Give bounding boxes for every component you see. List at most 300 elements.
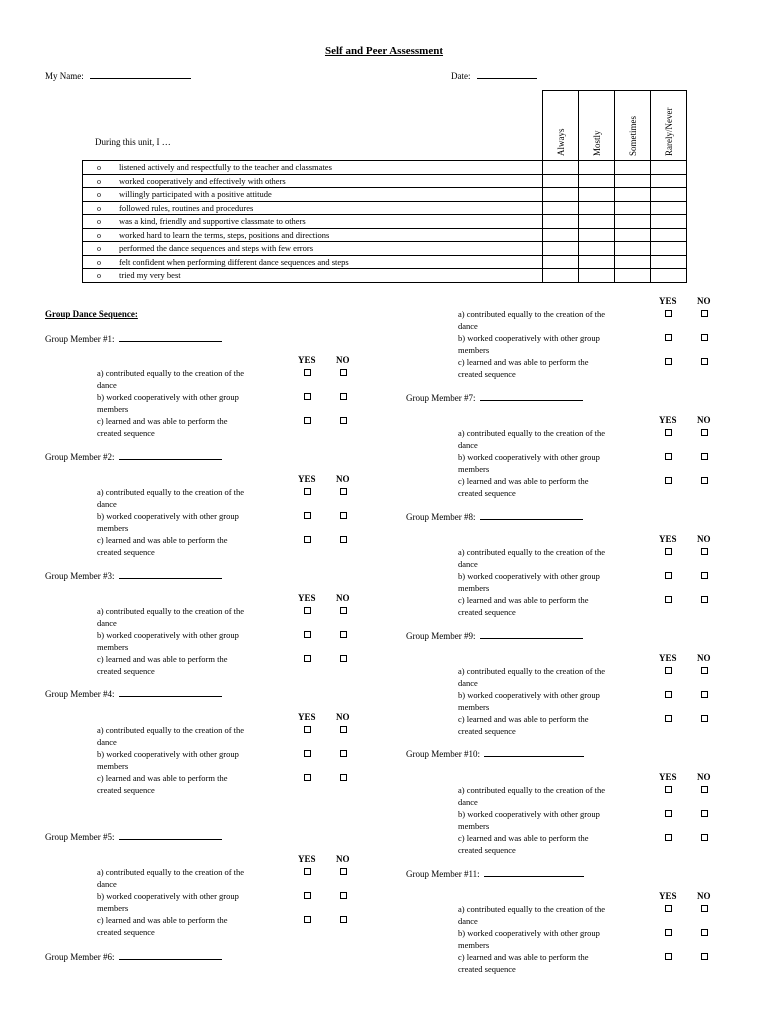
criterion-a	[458, 785, 638, 808]
rating-cell-always[interactable]	[543, 161, 579, 175]
statement-text: followed rules, routines and procedures	[119, 202, 254, 213]
statement-cell	[83, 188, 543, 202]
criterion-line: b) worked cooperatively with other group	[458, 333, 600, 343]
criterion-line: c) learned and was able to perform the	[97, 654, 228, 664]
criterion-a	[97, 368, 277, 391]
yes-checkbox[interactable]	[304, 631, 311, 638]
group-member-label: Group Member #6:	[45, 952, 115, 962]
rating-cell-sometimes[interactable]	[615, 269, 651, 283]
no-checkbox[interactable]	[340, 488, 347, 495]
group-member-label: Group Member #1:	[45, 334, 115, 344]
statement-cell	[83, 228, 543, 242]
criterion-b	[458, 809, 638, 832]
statement-text: felt confident when performing different dance sequences and steps	[119, 256, 349, 267]
criterion-line: c) learned and was able to perform the	[458, 357, 589, 367]
yes-header: YES	[659, 415, 677, 425]
statement-cell	[83, 255, 543, 269]
no-checkbox[interactable]	[701, 810, 708, 817]
group-member-label: Group Member #5:	[45, 832, 115, 842]
no-checkbox[interactable]	[340, 916, 347, 923]
criterion-line: members	[458, 582, 490, 593]
yes-header: YES	[659, 534, 677, 544]
group-member-row	[406, 511, 583, 522]
rating-cell-rarely-never[interactable]	[651, 269, 687, 283]
criterion-line: a) contributed equally to the creation of the	[458, 309, 606, 319]
criterion-b	[458, 571, 638, 594]
no-checkbox[interactable]	[701, 310, 708, 317]
rating-cell-sometimes[interactable]	[615, 161, 651, 175]
bullet-icon: o	[97, 203, 101, 213]
no-checkbox[interactable]	[701, 358, 708, 365]
criterion-line: members	[458, 939, 490, 950]
statement-text: was a kind, friendly and supportive classmate to others	[119, 216, 306, 227]
criterion-line: b) worked cooperatively with other group	[97, 891, 239, 901]
criterion-a	[458, 547, 638, 570]
no-checkbox[interactable]	[701, 715, 708, 722]
no-checkbox[interactable]	[701, 596, 708, 603]
yes-checkbox[interactable]	[304, 607, 311, 614]
yes-checkbox[interactable]	[304, 417, 311, 424]
yes-checkbox[interactable]	[304, 655, 311, 662]
yes-checkbox[interactable]	[665, 429, 672, 436]
criterion-c	[97, 915, 277, 938]
group-member-row	[406, 868, 584, 879]
group-member-name-field[interactable]	[119, 688, 222, 697]
statement-row	[83, 269, 687, 283]
no-checkbox[interactable]	[701, 691, 708, 698]
no-checkbox[interactable]	[701, 929, 708, 936]
group-member-name-field[interactable]	[119, 951, 222, 960]
yes-checkbox[interactable]	[665, 786, 672, 793]
rating-cell-rarely-never[interactable]	[651, 228, 687, 242]
group-member-row	[45, 570, 222, 581]
bullet-icon: o	[97, 163, 101, 173]
no-header: NO	[336, 712, 350, 722]
criterion-a	[97, 867, 277, 890]
yes-checkbox[interactable]	[665, 929, 672, 936]
yes-checkbox[interactable]	[304, 726, 311, 733]
no-checkbox[interactable]	[701, 429, 708, 436]
rating-cell-rarely-never[interactable]	[651, 161, 687, 175]
yes-checkbox[interactable]	[665, 834, 672, 841]
group-member-row	[45, 333, 222, 344]
rating-cell-rarely-never[interactable]	[651, 242, 687, 256]
rating-cell-mostly[interactable]	[579, 161, 615, 175]
group-member-name-field[interactable]	[480, 392, 583, 401]
name-label: My Name:	[45, 71, 84, 81]
yes-checkbox[interactable]	[665, 667, 672, 674]
criterion-line: a) contributed equally to the creation of the	[458, 547, 606, 557]
criterion-line: dance	[458, 677, 478, 688]
yes-header: YES	[298, 593, 316, 603]
statement-cell	[83, 201, 543, 215]
criterion-b	[97, 392, 277, 415]
criterion-line: a) contributed equally to the creation of the	[97, 368, 245, 378]
rating-cell-mostly[interactable]	[579, 269, 615, 283]
bullet-icon: o	[97, 271, 101, 281]
criterion-a	[458, 666, 638, 689]
criterion-line: members	[97, 902, 129, 913]
group-member-name-field[interactable]	[480, 630, 583, 639]
yes-checkbox[interactable]	[304, 512, 311, 519]
yes-header: YES	[659, 296, 677, 306]
no-checkbox[interactable]	[340, 655, 347, 662]
rating-cell-sometimes[interactable]	[615, 188, 651, 202]
criterion-line: c) learned and was able to perform the	[97, 535, 228, 545]
criterion-line: b) worked cooperatively with other group	[97, 749, 239, 759]
no-checkbox[interactable]	[340, 536, 347, 543]
yes-checkbox[interactable]	[304, 488, 311, 495]
group-member-row	[45, 688, 222, 699]
yes-checkbox[interactable]	[304, 774, 311, 781]
criterion-c	[458, 476, 638, 499]
criterion-line: created sequence	[458, 844, 516, 855]
column-mostly: Mostly	[579, 91, 615, 161]
criterion-line: c) learned and was able to perform the	[97, 915, 228, 925]
criterion-a	[97, 725, 277, 748]
criterion-b	[97, 630, 277, 653]
yes-checkbox[interactable]	[665, 358, 672, 365]
no-header: NO	[336, 854, 350, 864]
no-header: NO	[336, 474, 350, 484]
no-header: NO	[697, 296, 711, 306]
no-checkbox[interactable]	[340, 774, 347, 781]
rating-cell-always[interactable]	[543, 242, 579, 256]
criterion-line: b) worked cooperatively with other group	[97, 511, 239, 521]
yes-checkbox[interactable]	[665, 334, 672, 341]
rating-cell-rarely-never[interactable]	[651, 188, 687, 202]
group-member-row	[45, 951, 222, 962]
criterion-b	[458, 690, 638, 713]
statement-row	[83, 255, 687, 269]
criterion-line: b) worked cooperatively with other group	[97, 392, 239, 402]
yes-checkbox[interactable]	[665, 596, 672, 603]
no-checkbox[interactable]	[340, 393, 347, 400]
rating-cell-sometimes[interactable]	[615, 174, 651, 188]
criterion-a	[97, 487, 277, 510]
yes-checkbox[interactable]	[304, 868, 311, 875]
criterion-b	[97, 511, 277, 534]
no-checkbox[interactable]	[701, 667, 708, 674]
group-member-label: Group Member #11:	[406, 869, 480, 879]
criterion-line: created sequence	[458, 606, 516, 617]
group-member-name-field[interactable]	[119, 831, 222, 840]
rating-cell-rarely-never[interactable]	[651, 201, 687, 215]
criterion-line: members	[97, 641, 129, 652]
criterion-line: a) contributed equally to the creation of the	[458, 785, 606, 795]
criterion-line: dance	[458, 915, 478, 926]
table-header-row	[83, 91, 687, 161]
no-checkbox[interactable]	[701, 834, 708, 841]
column-rarely-never: Rarely/Never	[651, 91, 687, 161]
criterion-a	[458, 309, 638, 332]
criterion-b	[458, 928, 638, 951]
criterion-line: members	[97, 522, 129, 533]
criterion-line: dance	[97, 878, 117, 889]
statement-cell	[83, 161, 543, 175]
no-header: NO	[336, 355, 350, 365]
yes-checkbox[interactable]	[665, 572, 672, 579]
no-checkbox[interactable]	[340, 750, 347, 757]
criterion-line: b) worked cooperatively with other group	[458, 928, 600, 938]
rating-cell-always[interactable]	[543, 228, 579, 242]
no-checkbox[interactable]	[701, 786, 708, 793]
criterion-b	[97, 891, 277, 914]
criterion-line: created sequence	[458, 487, 516, 498]
statement-row	[83, 174, 687, 188]
yes-header: YES	[298, 712, 316, 722]
no-header: NO	[697, 653, 711, 663]
statement-cell	[83, 269, 543, 283]
page-title: Self and Peer Assessment	[324, 45, 444, 57]
statement-row	[83, 161, 687, 175]
yes-checkbox[interactable]	[665, 905, 672, 912]
no-header: NO	[336, 593, 350, 603]
criterion-line: created sequence	[97, 427, 155, 438]
rating-cell-mostly[interactable]	[579, 201, 615, 215]
statement-cell	[83, 242, 543, 256]
criterion-b	[458, 452, 638, 475]
criterion-c	[458, 595, 638, 618]
statement-text: performed the dance sequences and steps with few errors	[119, 243, 314, 254]
no-checkbox[interactable]	[701, 572, 708, 579]
no-header: NO	[697, 891, 711, 901]
criterion-line: created sequence	[458, 963, 516, 974]
criterion-b	[97, 749, 277, 772]
criterion-c	[458, 952, 638, 975]
yes-header: YES	[659, 772, 677, 782]
criterion-a	[458, 904, 638, 927]
name-field[interactable]	[90, 70, 191, 79]
rating-cell-always[interactable]	[543, 201, 579, 215]
criterion-line: a) contributed equally to the creation of the	[97, 725, 245, 735]
yes-checkbox[interactable]	[304, 369, 311, 376]
yes-checkbox[interactable]	[304, 536, 311, 543]
date-row	[451, 70, 537, 81]
criterion-line: created sequence	[97, 546, 155, 557]
group-member-name-field[interactable]	[119, 451, 222, 460]
yes-header: YES	[298, 854, 316, 864]
date-field[interactable]	[477, 70, 537, 79]
no-checkbox[interactable]	[701, 548, 708, 555]
no-checkbox[interactable]	[340, 369, 347, 376]
statement-text: tried my very best	[119, 270, 181, 281]
no-checkbox[interactable]	[701, 453, 708, 460]
no-checkbox[interactable]	[340, 417, 347, 424]
column-always: Always	[543, 91, 579, 161]
rating-cell-mostly[interactable]	[579, 255, 615, 269]
yes-checkbox[interactable]	[304, 750, 311, 757]
no-header: NO	[697, 772, 711, 782]
yes-checkbox[interactable]	[665, 310, 672, 317]
group-member-label: Group Member #9:	[406, 631, 476, 641]
no-checkbox[interactable]	[340, 892, 347, 899]
bullet-icon: o	[97, 244, 101, 254]
group-member-row	[406, 392, 583, 403]
criterion-line: dance	[458, 558, 478, 569]
criterion-line: b) worked cooperatively with other group	[458, 452, 600, 462]
name-row	[45, 70, 191, 81]
rating-cell-rarely-never[interactable]	[651, 174, 687, 188]
no-checkbox[interactable]	[340, 607, 347, 614]
no-header: NO	[697, 534, 711, 544]
statement-text: willingly participated with a positive attitude	[119, 189, 272, 200]
statement-cell	[83, 174, 543, 188]
self-assessment-table	[82, 90, 687, 283]
rating-cell-mostly[interactable]	[579, 242, 615, 256]
bullet-icon: o	[97, 176, 101, 186]
criterion-line: created sequence	[97, 926, 155, 937]
yes-header: YES	[659, 891, 677, 901]
group-member-label: Group Member #8:	[406, 512, 476, 522]
rating-cell-rarely-never[interactable]	[651, 215, 687, 229]
group-member-name-field[interactable]	[484, 748, 584, 757]
group-member-name-field[interactable]	[480, 511, 583, 520]
statement-text: worked cooperatively and effectively with others	[119, 175, 286, 186]
yes-checkbox[interactable]	[304, 916, 311, 923]
no-checkbox[interactable]	[701, 905, 708, 912]
criterion-line: members	[97, 760, 129, 771]
group-member-name-field[interactable]	[119, 570, 222, 579]
criterion-line: members	[458, 820, 490, 831]
yes-checkbox[interactable]	[665, 477, 672, 484]
group-member-name-field[interactable]	[119, 333, 222, 342]
rating-cell-sometimes[interactable]	[615, 255, 651, 269]
criterion-line: c) learned and was able to perform the	[458, 833, 589, 843]
criterion-line: created sequence	[97, 784, 155, 795]
no-checkbox[interactable]	[701, 334, 708, 341]
criterion-c	[97, 535, 277, 558]
yes-checkbox[interactable]	[665, 810, 672, 817]
criterion-line: c) learned and was able to perform the	[97, 773, 228, 783]
no-checkbox[interactable]	[340, 512, 347, 519]
rating-cell-mostly[interactable]	[579, 215, 615, 229]
criterion-line: b) worked cooperatively with other group	[458, 809, 600, 819]
statement-row	[83, 242, 687, 256]
group-member-label: Group Member #4:	[45, 689, 115, 699]
rating-cell-always[interactable]	[543, 255, 579, 269]
yes-checkbox[interactable]	[665, 691, 672, 698]
group-member-row	[406, 630, 583, 641]
rating-cell-sometimes[interactable]	[615, 228, 651, 242]
yes-checkbox[interactable]	[665, 453, 672, 460]
rating-cell-mostly[interactable]	[579, 174, 615, 188]
bullet-icon: o	[97, 257, 101, 267]
criterion-line: created sequence	[458, 368, 516, 379]
group-member-name-field[interactable]	[484, 868, 584, 877]
yes-header: YES	[298, 355, 316, 365]
statement-cell	[83, 215, 543, 229]
no-checkbox[interactable]	[701, 953, 708, 960]
criterion-c	[458, 357, 638, 380]
criterion-line: dance	[97, 379, 117, 390]
criterion-c	[97, 416, 277, 439]
criterion-line: created sequence	[97, 665, 155, 676]
criterion-line: members	[458, 701, 490, 712]
group-member-row	[406, 748, 584, 759]
yes-header: YES	[298, 474, 316, 484]
criterion-line: c) learned and was able to perform the	[458, 476, 589, 486]
yes-checkbox[interactable]	[665, 548, 672, 555]
statement-text: listened actively and respectfully to the teacher and classmates	[119, 162, 332, 173]
rating-cell-sometimes[interactable]	[615, 201, 651, 215]
no-checkbox[interactable]	[701, 477, 708, 484]
bullet-icon: o	[97, 190, 101, 200]
yes-checkbox[interactable]	[665, 715, 672, 722]
criterion-line: members	[458, 344, 490, 355]
criterion-line: a) contributed equally to the creation of the	[458, 904, 606, 914]
rating-cell-mostly[interactable]	[579, 188, 615, 202]
criterion-line: a) contributed equally to the creation of the	[458, 666, 606, 676]
criterion-line: dance	[458, 439, 478, 450]
statement-text: worked hard to learn the terms, steps, positions and directions	[119, 229, 330, 240]
group-member-label: Group Member #3:	[45, 571, 115, 581]
criterion-line: members	[97, 403, 129, 414]
header-spacer	[83, 91, 543, 161]
rating-cell-always[interactable]	[543, 215, 579, 229]
group-member-label: Group Member #7:	[406, 393, 476, 403]
statement-row	[83, 228, 687, 242]
criterion-line: c) learned and was able to perform the	[458, 595, 589, 605]
no-header: NO	[697, 415, 711, 425]
criterion-b	[458, 333, 638, 356]
bullet-icon: o	[97, 217, 101, 227]
criterion-line: c) learned and was able to perform the	[458, 952, 589, 962]
rating-cell-always[interactable]	[543, 188, 579, 202]
group-member-label: Group Member #10:	[406, 749, 480, 759]
bullet-icon: o	[97, 230, 101, 240]
group-heading: Group Dance Sequence:	[45, 309, 138, 319]
criterion-c	[97, 773, 277, 796]
column-sometimes: Sometimes	[615, 91, 651, 161]
rating-cell-always[interactable]	[543, 269, 579, 283]
group-member-row	[45, 831, 222, 842]
no-checkbox[interactable]	[340, 631, 347, 638]
criterion-line: c) learned and was able to perform the	[97, 416, 228, 426]
criterion-line: a) contributed equally to the creation of the	[458, 428, 606, 438]
rating-cell-mostly[interactable]	[579, 228, 615, 242]
criterion-line: a) contributed equally to the creation of the	[97, 487, 245, 497]
rating-cell-sometimes[interactable]	[615, 242, 651, 256]
criterion-line: dance	[97, 617, 117, 628]
no-checkbox[interactable]	[340, 726, 347, 733]
criterion-c	[458, 714, 638, 737]
statement-row	[83, 215, 687, 229]
criterion-c	[458, 833, 638, 856]
criterion-line: c) learned and was able to perform the	[458, 714, 589, 724]
criterion-c	[97, 654, 277, 677]
criterion-line: a) contributed equally to the creation of the	[97, 606, 245, 616]
criterion-line: b) worked cooperatively with other group	[458, 571, 600, 581]
criterion-line: a) contributed equally to the creation of the	[97, 867, 245, 877]
criterion-line: created sequence	[458, 725, 516, 736]
group-member-row	[45, 451, 222, 462]
criterion-a	[97, 606, 277, 629]
yes-checkbox[interactable]	[304, 393, 311, 400]
rating-cell-always[interactable]	[543, 174, 579, 188]
criterion-a	[458, 428, 638, 451]
criterion-line: members	[458, 463, 490, 474]
no-checkbox[interactable]	[340, 868, 347, 875]
criterion-line: b) worked cooperatively with other group	[458, 690, 600, 700]
yes-header: YES	[659, 653, 677, 663]
rating-cell-sometimes[interactable]	[615, 215, 651, 229]
yes-checkbox[interactable]	[304, 892, 311, 899]
criterion-line: b) worked cooperatively with other group	[97, 630, 239, 640]
rating-cell-rarely-never[interactable]	[651, 255, 687, 269]
criterion-line: dance	[458, 320, 478, 331]
yes-checkbox[interactable]	[665, 953, 672, 960]
